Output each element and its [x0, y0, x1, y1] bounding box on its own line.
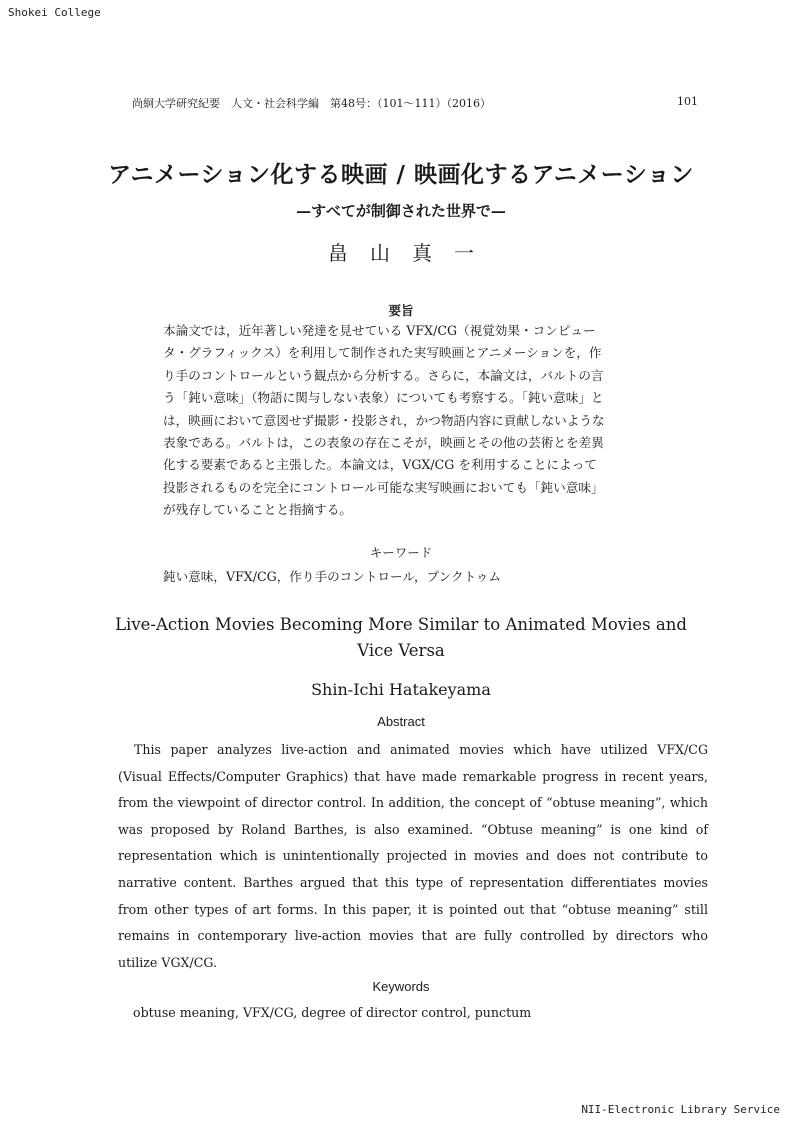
abstract-line: 表象である。バルトは，この表象の存在こそが，映画とその他の芸術とを差異 — [163, 434, 604, 450]
abstract-line: 投影されるものを完全にコントロール可能な実写映画においても「鈍い意味」 — [163, 479, 604, 495]
english-title-line: Vice Versa — [357, 641, 445, 660]
abstract-line: was proposed by Roland Barthes, is also examined. “Obtuse meaning” is one kind of — [118, 821, 708, 837]
abstract-line: 化する要素であると主張した。本論文は，VGX/CG を利用することによって — [163, 457, 597, 473]
abstract-line: from other types of art forms. In this paper, it is pointed out that “obtuse meaning” still — [118, 901, 708, 917]
abstract-line: from the viewpoint of director control. In addition, the concept of “obtuse meaning”, which — [118, 795, 708, 811]
abstract-line: タ・グラフィックス）を利用して制作された実写映画とアニメーションを，作 — [163, 345, 602, 361]
japanese-keywords: 鈍い意味，VFX/CG，作り手のコントロール，プンクトゥム — [163, 569, 502, 584]
english-title-line: Live-Action Movies Becoming More Similar to Animated Movies and — [115, 615, 687, 634]
abstract-line: This paper analyzes live-action and animated movies which have utilized VFX/CG — [134, 742, 708, 757]
english-title — [0, 612, 802, 664]
english-keywords: obtuse meaning, VFX/CG, degree of director control, punctum — [133, 1005, 532, 1020]
english-keywords-heading: Keywords — [372, 979, 430, 994]
japanese-subtitle: —すべてが制御された世界で— — [296, 202, 506, 220]
japanese-title: アニメーション化する映画 / 映画化するアニメーション — [108, 161, 694, 188]
abstract-line: narrative content. Barthes argued that this type of representation differentiates movies — [118, 874, 708, 890]
abstract-line: representation which is unintentionally projected in movies and does not contribute to — [118, 848, 708, 864]
abstract-line: remains in contemporary live-action movies that are fully controlled by directors who — [118, 928, 708, 944]
abstract-line: 本論文では，近年著しい発達を見せている VFX/CG（視覚効果・コンピュー — [163, 323, 596, 338]
english-author: Shin-Ichi Hatakeyama — [311, 680, 491, 699]
japanese-abstract-heading: 要旨 — [388, 303, 414, 318]
japanese-abstract — [163, 320, 663, 522]
japanese-keywords-heading: キーワード — [369, 545, 433, 560]
running-header — [132, 95, 698, 111]
abstract-line: utilize VGX/CG. — [118, 954, 217, 970]
abstract-line: が残存していることと指摘する。 — [163, 502, 352, 518]
abstract-line: う「鈍い意味」（物語に関与しない表象）についても考察する。「鈍い意味」と — [163, 390, 604, 406]
abstract-line: (Visual Effects/Computer Graphics) that have made remarkable progress in recent years, — [118, 768, 708, 784]
journal-citation: 尚絅大学研究紀要 人文・社会科学編 第48号：（101～111）（2016） — [132, 97, 491, 110]
watermark-top: Shokei College — [8, 6, 101, 19]
watermark-bottom: NII-Electronic Library Service — [581, 1103, 780, 1116]
page-number: 101 — [677, 95, 698, 108]
english-abstract — [118, 737, 708, 976]
abstract-line: り手のコントロールという観点から分析する。さらに，本論文は，バルトの言 — [163, 367, 604, 383]
japanese-author: 畠山真一 — [328, 241, 496, 265]
abstract-line: は，映画において意図せず撮影・投影され，かつ物語内容に貢献しないような — [163, 412, 605, 428]
english-abstract-heading: Abstract — [377, 714, 425, 729]
